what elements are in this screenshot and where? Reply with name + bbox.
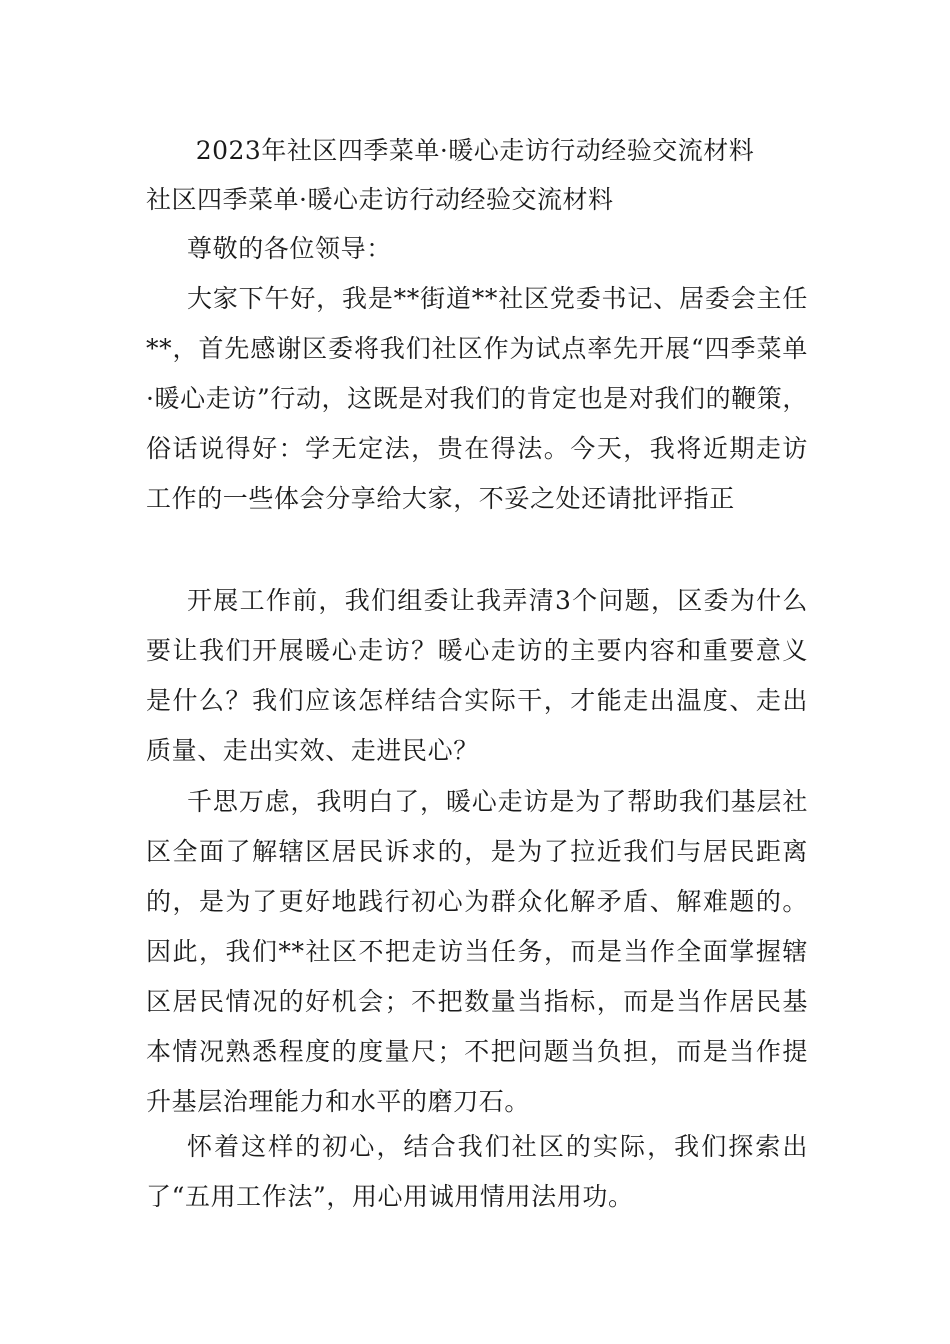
greeting-paragraph: 尊敬的各位领导：: [187, 234, 392, 263]
document-subtitle: 社区四季菜单·暖心走访行动经验交流材料: [146, 185, 614, 214]
document-title: 2023年社区四季菜单·暖心走访行动经验交流材料: [195, 136, 755, 165]
body-paragraph-4: 怀着这样的初心，结合我们社区的实际，我们探索出了“五用工作法”，用心用诚用情用法用功。: [146, 1132, 808, 1211]
body-paragraph-3: 千思万虑，我明白了，暖心走访是为了帮助我们基层社区全面了解辖区居民诉求的，是为了拉近我们与居民距离的，是为了更好地践行初心为群众化解矛盾、解难题的。因此，我们**社区不把走访当任务，而是当作全面掌握辖区居民情况的好机会；不把数量当指标，而是当作居民基本情况熟悉程度的度量尺；不把问题当负担，而是当作提升基层治理能力和水平的磨刀石。: [146, 787, 808, 1116]
body-paragraph-1: 大家下午好，我是**街道**社区党委书记、居委会主任**，首先感谢区委将我们社区作为试点率先开展“四季菜单·暖心走访”行动，这既是对我们的肯定也是对我们的鞭策，俗话说得好：学无定法，贵在得法。今天，我将近期走访工作的一些体会分享给大家，不妥之处还请批评指正: [146, 284, 808, 513]
body-paragraph-2: 开展工作前，我们组委让我弄清3个问题，区委为什么要让我们开展暖心走访？暖心走访的主要内容和重要意义是什么？我们应该怎样结合实际干，才能走出温度、走出质量、走出实效、走进民心？: [146, 586, 808, 765]
